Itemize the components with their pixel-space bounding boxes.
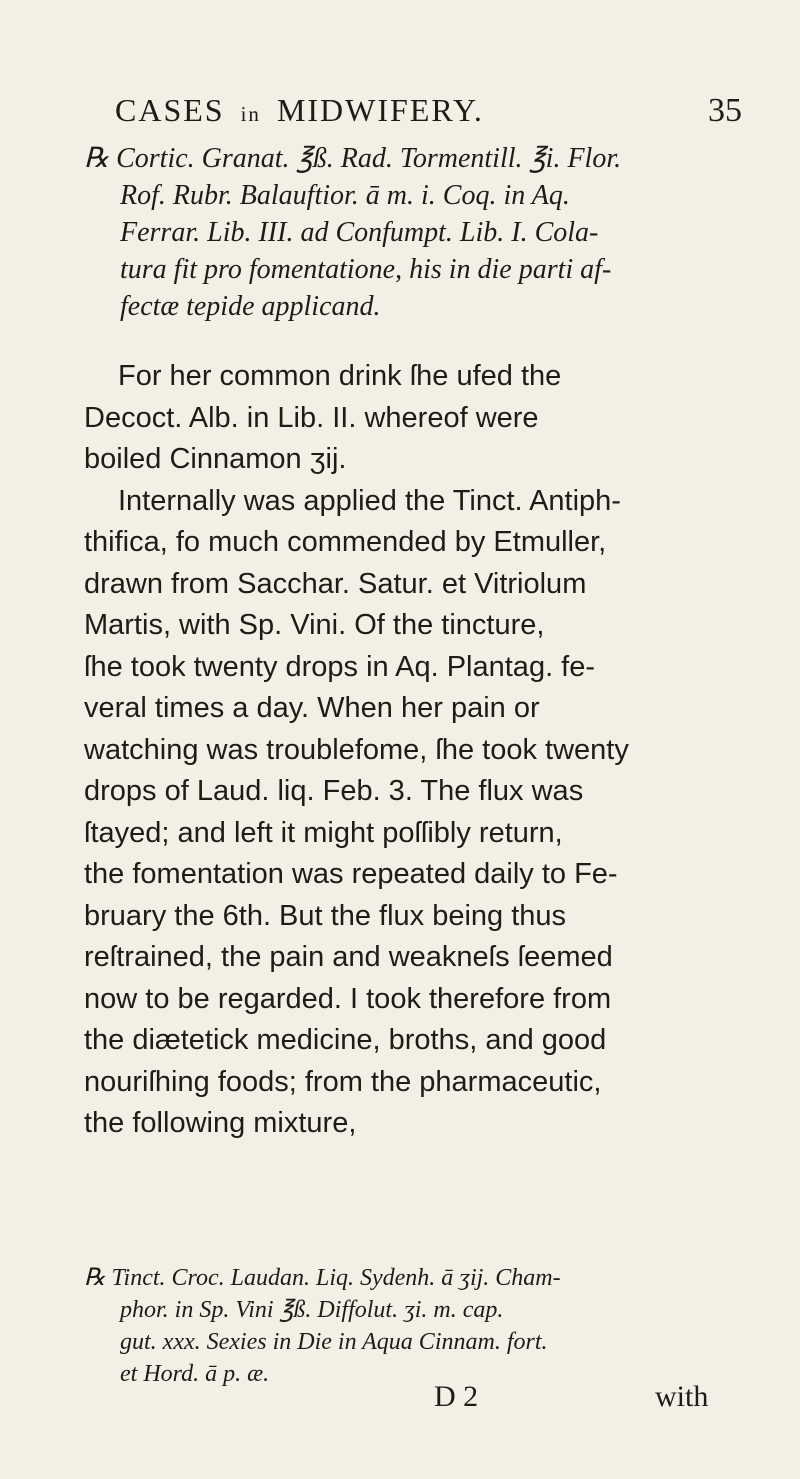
running-head [115,92,675,129]
text-line: thifica, fo much commended by Etmuller, [84,526,607,558]
text-line: nouriſhing foods; from the pharmaceutic, [84,1065,602,1098]
recipe-line: tura fit pro fomentatione, his in die parti af- [120,254,612,285]
text-line: bruary the 6th. But the flux being thus [84,899,567,932]
text-line: Martis, with Sp. Vini. Of the tincture, [84,609,545,641]
text-line: watching was troublefome, ſhe took twenty [84,733,629,766]
text-line: For her common drink ſhe ufed the [118,360,562,392]
prescription-fomentation [84,140,740,325]
page-number: 35 [708,92,742,129]
text-line: ſhe took twenty drops in Aq. Plantag. fe- [84,650,596,683]
text-line: boiled Cinnamon ʒij. [84,443,347,475]
text-line: drawn from Sacchar. Satur. et Vitriolum [84,567,587,600]
running-head-in: in [240,102,261,126]
recipe-line: Ferrar. Lib. III. ad Confumpt. Lib. I. Cola- [120,217,599,248]
recipe-line: fectæ tepide applicand. [120,291,381,322]
text-line: now to be regarded. I took therefore from [84,982,612,1015]
recipe-line: ℞ Tinct. Croc. Laudan. Liq. Sydenh. ā ʒij. Cham- [84,1265,561,1291]
text-line: ſtayed; and left it might poſſibly return, [84,816,563,849]
text-line: the diætetick medicine, broths, and good [84,1024,607,1056]
text-line: veral times a day. When her pain or [84,692,540,724]
running-head-midwifery: MIDWIFERY. [276,92,484,128]
recipe-line: Rof. Rubr. Balauftior. ā m. i. Coq. in Aq. [120,180,570,211]
recipe-line: gut. xxx. Sexies in Die in Aqua Cinnam. fort. [120,1329,548,1355]
recipe-line: et Hord. ā p. æ. [120,1361,270,1387]
text-line: Decoct. Alb. in Lib. II. whereof were [84,401,539,434]
running-head-cases: CASES [115,92,225,128]
recipe-line: ℞ Cortic. Granat. ℥ß. Rad. Tormentill. ℥i. Flor. [84,143,622,174]
text-line: the following mixture, [84,1107,357,1139]
signature-mark: D 2 [434,1380,479,1413]
text-line: drops of Laud. liq. Feb. 3. The flux was [84,775,584,807]
case-narrative [84,356,744,1145]
catchword: with [655,1380,709,1413]
text-line: Internally was applied the Tinct. Antiph- [118,484,621,517]
text-line: reſtrained, the pain and weakneſs ſeemed [84,941,613,973]
text-line: the fomentation was repeated daily to Fe- [84,858,618,890]
recipe-line: phor. in Sp. Vini ℥ß. Diffolut. ʒi. m. cap. [120,1297,504,1323]
prescription-mixture [84,1262,740,1390]
